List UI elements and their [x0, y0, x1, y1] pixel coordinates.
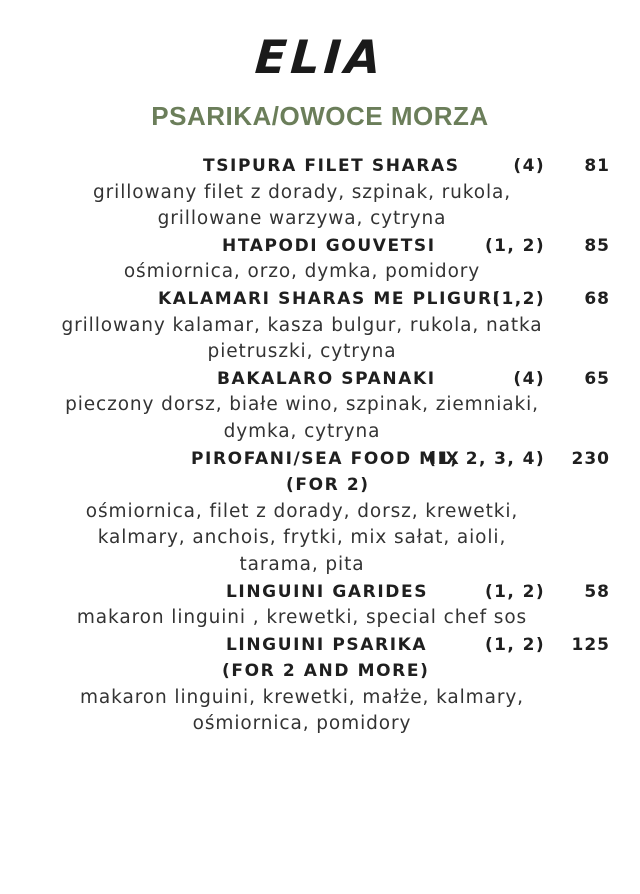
menu-item-header: [0, 233, 640, 260]
dish-description: dymka, cytryna: [223, 420, 381, 442]
allergen-codes: (1, 2): [485, 235, 545, 256]
menu-item-header: [0, 632, 640, 659]
dish-description: grillowany filet z dorady, szpinak, rukola,: [93, 181, 511, 203]
menu-item-header: [0, 286, 640, 313]
dish-price: 65: [584, 368, 610, 389]
allergen-codes: (1, 2, 3, 4): [428, 448, 545, 469]
dish-description: ośmiornica, pomidory: [192, 713, 412, 735]
menu-item-header: [0, 366, 640, 393]
dish-description: ośmiornica, orzo, dymka, pomidory: [123, 261, 481, 283]
dish-name-extra-line: [0, 472, 640, 499]
menu-item-header: [0, 579, 640, 606]
dish-price: 85: [584, 235, 610, 256]
dish-price: 230: [571, 448, 610, 469]
dish-price: 81: [584, 156, 610, 176]
allergen-codes: (1,2): [492, 288, 545, 309]
allergen-codes: (1, 2): [485, 634, 545, 655]
dish-name-extra-line: [0, 658, 640, 685]
dish-name: LINGUINI PSARIKA: [226, 634, 428, 655]
dish-description: pietruszki, cytryna: [207, 341, 397, 363]
menu-item-header: [0, 153, 640, 180]
dish-name: KALAMARI SHARAS ME PLIGURI: [158, 288, 501, 309]
dish-name: BAKALARO SPANAKI: [217, 368, 436, 389]
dish-description: makaron linguini, krewetki, małże, kalmary,: [80, 686, 524, 708]
dish-name: TSIPURA FILET SHARAS: [203, 156, 460, 176]
menu-list: [0, 153, 640, 738]
brand-logo: ELIA: [253, 30, 387, 84]
dish-name: PIROFANI/SEA FOOD MIX: [191, 448, 461, 469]
dish-description: ośmiornica, filet z dorady, dorsz, krewetki,: [85, 500, 519, 522]
dish-description: pieczony dorsz, białe wino, szpinak, ziemniaki,: [65, 394, 539, 416]
dish-description: tarama, pita: [239, 553, 365, 575]
dish-price: 125: [571, 634, 610, 655]
section-title: PSARIKA/OWOCE MORZA: [151, 101, 489, 131]
allergen-codes: (4): [513, 368, 545, 389]
dish-description: grillowany kalamar, kasza bulgur, rukola, natka: [61, 314, 543, 336]
allergen-codes: (4): [513, 156, 545, 176]
dish-price: 58: [584, 581, 610, 602]
allergen-codes: (1, 2): [485, 581, 545, 602]
dish-description: makaron linguini , krewetki, special chef sos: [76, 607, 528, 629]
menu-item-header: [0, 446, 640, 473]
dish-description: grillowane warzywa, cytryna: [157, 208, 447, 230]
dish-description: kalmary, anchois, frytki, mix sałat, aioli,: [97, 527, 507, 549]
dish-name-extra: (FOR 2 AND MORE): [222, 661, 430, 682]
dish-name: LINGUINI GARIDES: [226, 581, 429, 602]
dish-name-extra: (FOR 2): [286, 475, 370, 496]
dish-name: HTAPODI GOUVETSI: [222, 235, 436, 256]
dish-price: 68: [584, 288, 610, 309]
